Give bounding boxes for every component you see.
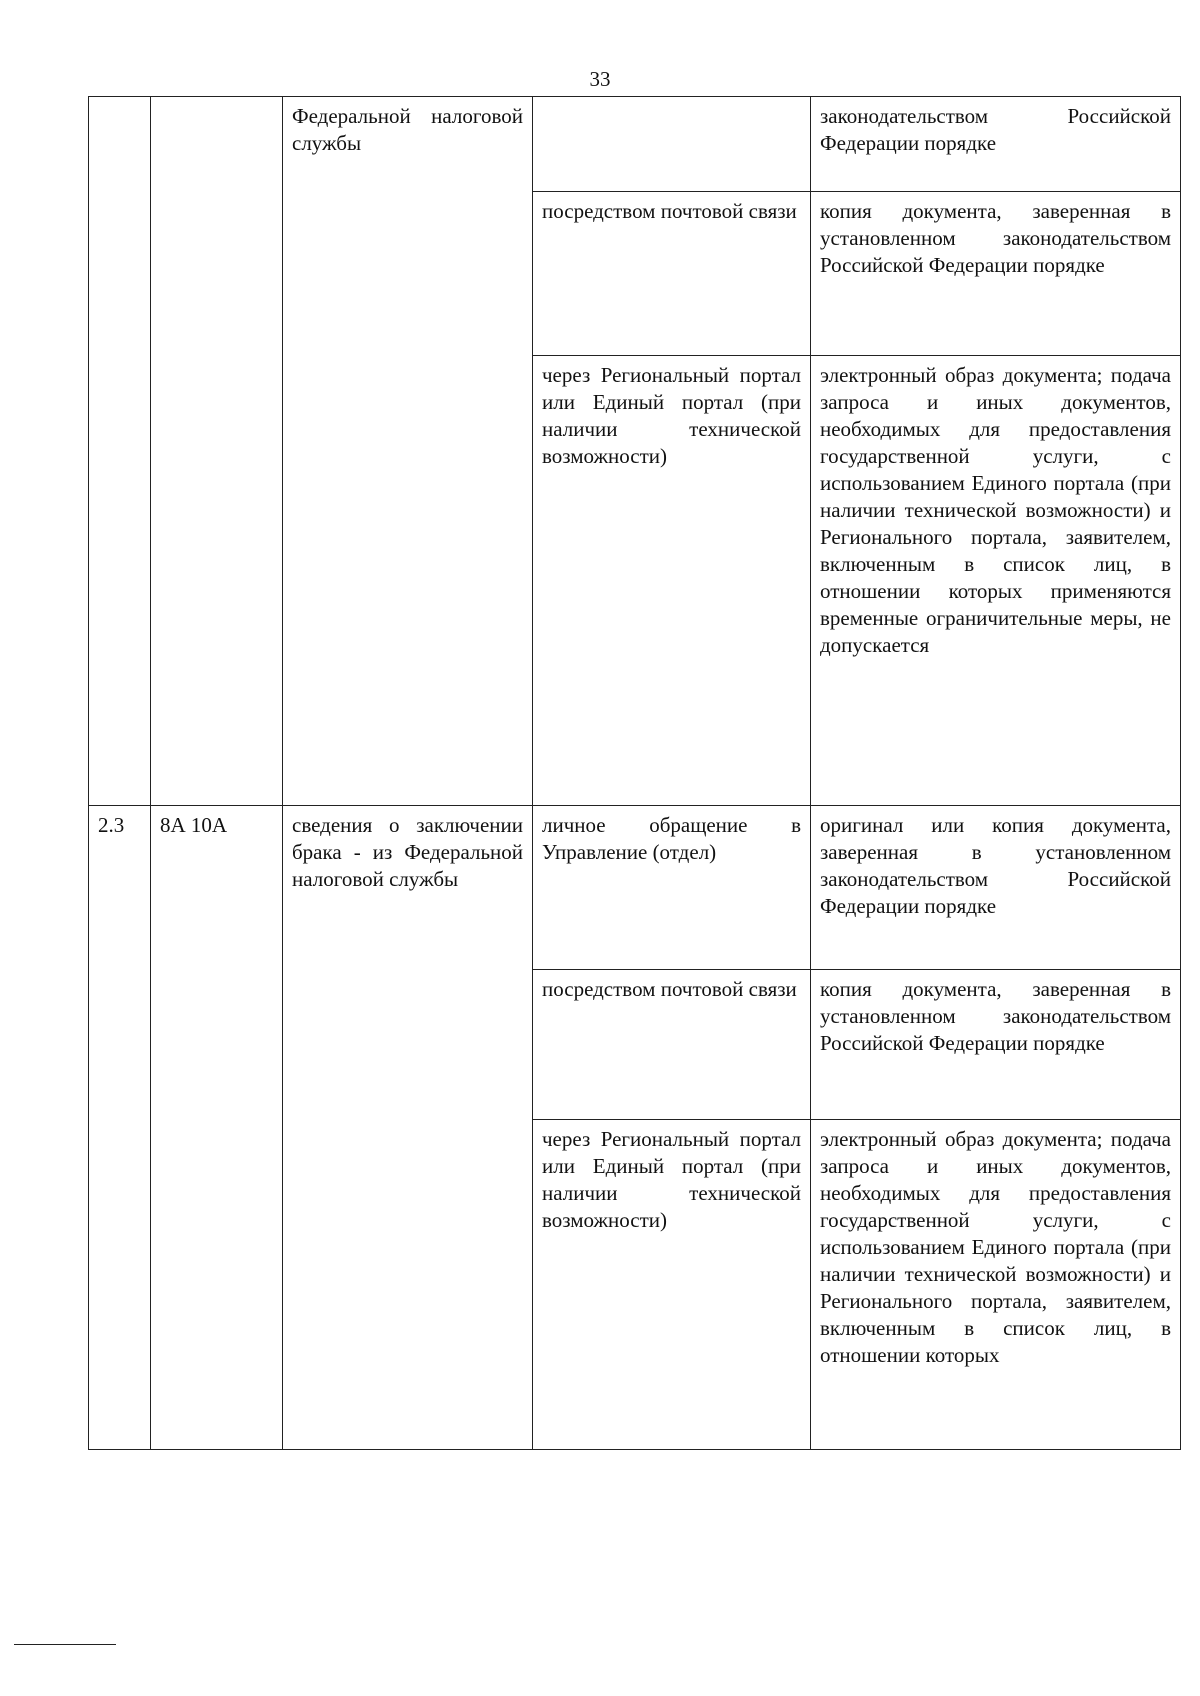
method-cell: через Региональный портал или Единый портал (при наличии технической возможности) (533, 1120, 811, 1450)
requirements-table (88, 96, 1181, 1450)
footnote-separator (14, 1644, 116, 1645)
form-cell: копия документа, заверенная в установленном законодательством Российской Федерации порядке (811, 192, 1181, 356)
form-cell: копия документа, заверенная в установленном законодательством Российской Федерации порядке (811, 970, 1181, 1120)
table-row (89, 97, 1181, 192)
method-cell: посредством почтовой связи (533, 970, 811, 1120)
method-cell: через Региональный портал или Единый портал (при наличии технической возможности) (533, 356, 811, 806)
method-cell: посредством почтовой связи (533, 192, 811, 356)
method-cell: личное обращение в Управление (отдел) (533, 806, 811, 970)
code-cell (151, 97, 283, 806)
form-cell: электронный образ документа; подача запроса и иных документов, необходимых для предоставления государственной услуги, с использованием Единого портала (при наличии технической возможности) и Регионального портала, заявителем, включенным в список лиц, в отношении которых (811, 1120, 1181, 1450)
document-cell: сведения о заключении брака - из Федеральной налоговой службы (283, 806, 533, 1450)
form-cell: электронный образ документа; подача запроса и иных документов, необходимых для предоставления государственной услуги, с использованием Единого портала (при наличии технической возможности) и Регионального портала, заявителем, включенным в список лиц, в отношении которых применяются временные ограничительные меры, не допускается (811, 356, 1181, 806)
form-cell: законодательством Российской Федерации порядке (811, 97, 1181, 192)
number-cell (89, 97, 151, 806)
form-cell: оригинал или копия документа, заверенная в установленном законодательством Российской Федерации порядке (811, 806, 1181, 970)
page-number: 33 (589, 67, 611, 91)
method-cell (533, 97, 811, 192)
code-cell: 8А 10А (151, 806, 283, 1450)
number-cell: 2.3 (89, 806, 151, 1450)
table-row (89, 806, 1181, 970)
document-cell: Федеральной налоговой службы (283, 97, 533, 806)
